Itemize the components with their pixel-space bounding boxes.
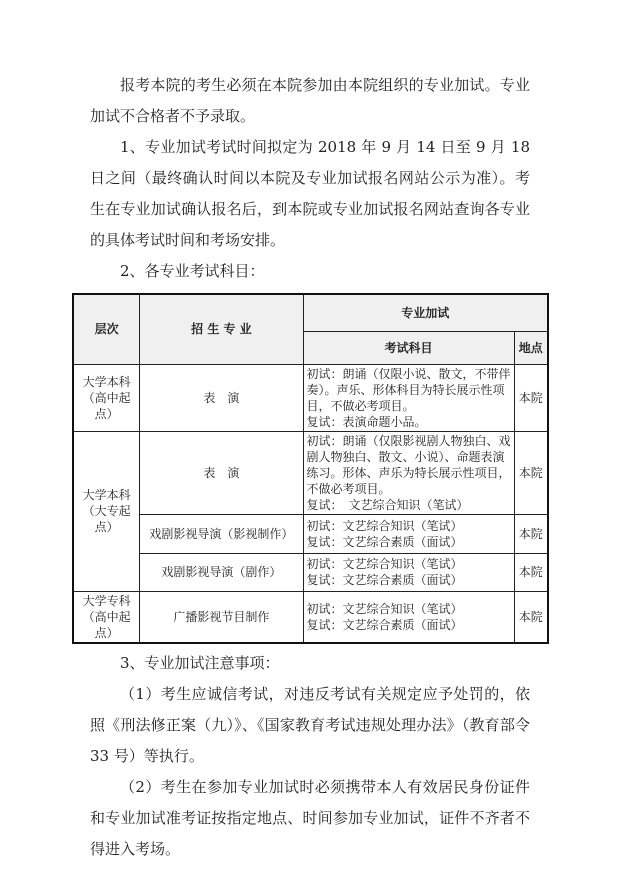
header-level: 层次 — [73, 294, 140, 364]
table-row — [73, 364, 548, 431]
location-cell: 本院 — [514, 364, 548, 431]
header-exam: 专业加试 — [303, 294, 548, 331]
header-major: 招 生 专 业 — [140, 294, 303, 364]
major-cell: 表 演 — [140, 431, 303, 514]
header-location: 地点 — [514, 331, 548, 364]
first-exam: 初试：朗诵（仅限小说、散文，不带伴奏）。声乐、形体科目为特长展示性项目，不做必考项目。 — [306, 366, 511, 413]
table-wrapper — [72, 293, 549, 644]
second-exam: 复试：文艺综合素质（面试） — [306, 534, 463, 549]
location-cell: 本院 — [514, 431, 548, 514]
second-exam: 复试：表演命题小品。 — [306, 414, 427, 429]
header-subjects: 考试科目 — [303, 331, 514, 364]
intro-paragraph: 报考本院的考生必须在本院参加由本院组织的专业加试。专业加试不合格者不予录取。 — [90, 76, 530, 125]
notes-heading: 3、专业加试注意事项： — [120, 653, 280, 672]
table-row — [73, 431, 548, 514]
table-row — [73, 514, 548, 553]
first-exam: 初试：文艺综合知识（笔试） — [306, 601, 463, 616]
major-cell: 戏剧影视导演（剧作） — [140, 553, 303, 591]
table-row — [73, 553, 548, 591]
major-cell: 表 演 — [140, 364, 303, 431]
subjects-cell — [303, 553, 514, 591]
location-cell: 本院 — [514, 514, 548, 553]
exam-time-paragraph: 1、专业加试考试时间拟定为 2018 年 9 月 14 日至 9 月 18 日之间（最终确认时间以本院及专业加试报名网站公示为准）。考生在专业加试确认报名后，到本院或专业加试报名网站查询各专业的具体考试时间和考场安排。 — [90, 138, 530, 249]
second-exam: 复试： 文艺综合知识（笔试） — [306, 497, 469, 512]
subjects-cell — [303, 591, 514, 643]
table-row — [73, 591, 548, 643]
exam-subjects-table — [72, 293, 549, 644]
level-cell: 大学本科（大专起点） — [73, 431, 140, 591]
subjects-heading: 2、各专业考试科目： — [120, 262, 265, 280]
first-exam: 初试：朗诵（仅限影视剧人物独白、戏剧人物独白、散文、小说）、命题表演练习。形体、声乐为特长展示性项目，不做必考项目。 — [306, 433, 511, 496]
second-exam: 复试：文艺综合素质（面试） — [306, 617, 463, 632]
level-cell: 大学本科（高中起点） — [73, 364, 140, 431]
location-cell: 本院 — [514, 591, 548, 643]
first-exam: 初试：文艺综合知识（笔试） — [306, 557, 463, 571]
subjects-cell — [303, 514, 514, 553]
subjects-cell — [303, 364, 514, 431]
second-exam: 复试：文艺综合素质（面试） — [306, 573, 463, 587]
subjects-cell — [303, 431, 514, 514]
location-cell: 本院 — [514, 553, 548, 591]
first-exam: 初试：文艺综合知识（笔试） — [306, 518, 463, 533]
major-cell: 广播影视节目制作 — [140, 591, 303, 643]
major-cell: 戏剧影视导演（影视制作） — [140, 514, 303, 553]
note-2: （2）考生在参加专业加试时必须携带本人有效居民身份证件和专业加试准考证按指定地点、时间参加专业加试，证件不齐者不得进入考场。 — [90, 777, 530, 858]
note-1: （1）考生应诚信考试，对违反考试有关规定应予处罚的，依照《刑法修正案（九）》、《国家教育考试违规处理办法》（教育部令 33 号）等执行。 — [90, 684, 530, 765]
level-cell: 大学专科（高中起点） — [73, 591, 140, 643]
